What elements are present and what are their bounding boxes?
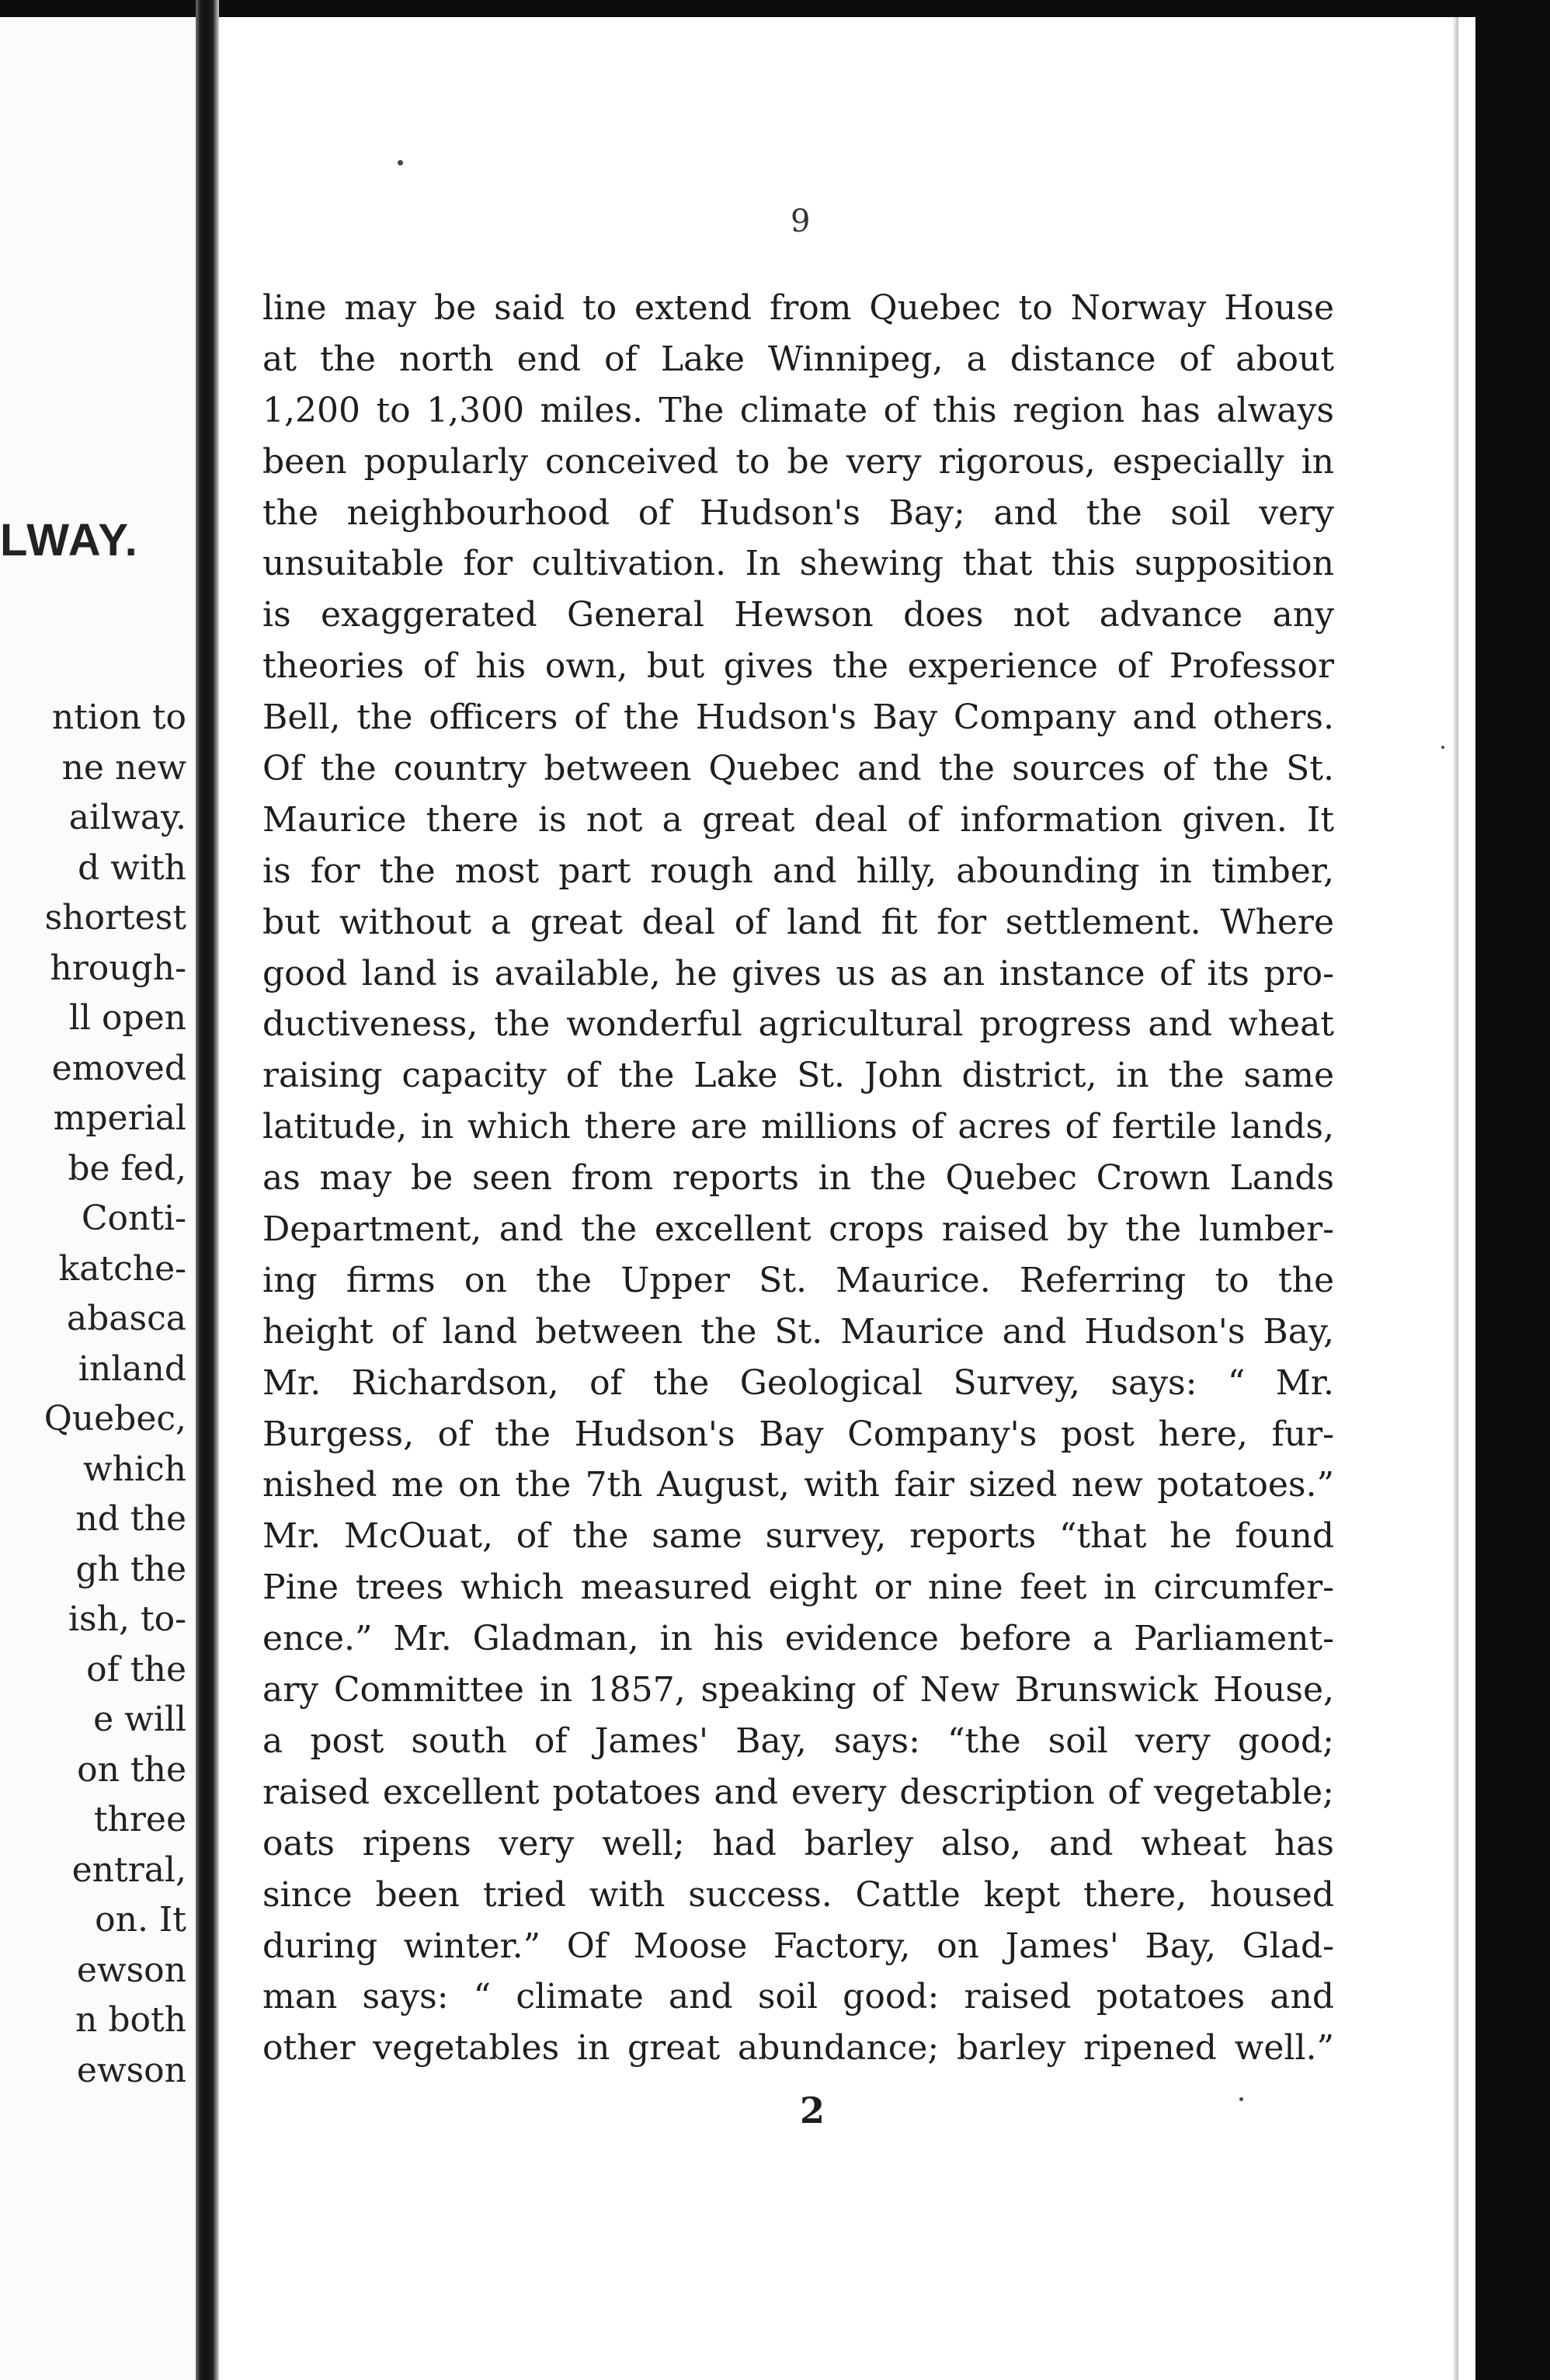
text-line: man says: “ climate and soil good: raised potatoes and: [262, 1977, 1334, 2017]
left-page-line: ewson: [76, 1950, 186, 1990]
left-page-line: abasca: [66, 1299, 186, 1338]
text-line: at the north end of Lake Winnipeg, a distance of about: [262, 339, 1334, 379]
text-line: ary Committee in 1857, speaking of New Brunswick House,: [262, 1670, 1334, 1710]
left-page-line: hrough-: [50, 948, 186, 988]
left-page-line: ntion to: [51, 698, 186, 737]
text-line: is exaggerated General Hewson does not advance any: [262, 595, 1334, 635]
scan-speck: [1239, 2097, 1243, 2101]
left-page-text: [0, 693, 186, 2096]
left-page-line: ne new: [61, 747, 186, 788]
text-line: Maurice there is not a great deal of information given. It: [262, 799, 1334, 840]
scan-border-top: [0, 0, 1550, 17]
body-text: [262, 283, 1334, 2074]
text-line: Mr. Richardson, of the Geological Survey, says: “ Mr.: [262, 1362, 1334, 1403]
text-line: ductiveness, the wonderful agricultural progress and wheat: [262, 1004, 1334, 1045]
text-line: Of the country between Quebec and the sources of the St.: [262, 749, 1334, 789]
text-line: theories of his own, but gives the experience of Professor: [262, 646, 1334, 687]
text-line: 1,200 to 1,300 miles. The climate of this region has always: [262, 390, 1334, 430]
left-page-line: gh the: [75, 1549, 186, 1589]
book-gutter: [196, 0, 219, 2380]
left-page-line: be fed,: [68, 1148, 186, 1188]
left-page-line: katche-: [58, 1248, 186, 1289]
scan-speck: [1441, 746, 1444, 749]
text-line: latitude, in which there are millions of acres of fertile lands,: [262, 1107, 1334, 1147]
left-page-heading: LWAY.: [0, 515, 139, 565]
left-page-line: ailway.: [68, 798, 186, 837]
text-line: oats ripens very well; had barley also, and wheat has: [262, 1823, 1334, 1863]
left-page-line: mperial: [53, 1098, 186, 1138]
text-line: good land is available, he gives us as an instance of its pro-: [262, 953, 1334, 993]
text-line: during winter.” Of Moose Factory, on James' Bay, Glad-: [262, 1926, 1334, 1966]
signature-mark: 2: [800, 2089, 825, 2131]
text-line: as may be seen from reports in the Quebec Crown Lands: [262, 1158, 1334, 1199]
text-line: been popularly conceived to be very rigorous, especially in: [262, 441, 1334, 482]
text-line: unsuitable for cultivation. In shewing that this supposition: [262, 544, 1334, 584]
left-page-fragment: [0, 17, 196, 2380]
left-page-line: ish, to-: [68, 1599, 186, 1639]
scan-border-right: [1475, 0, 1550, 2380]
text-line: Pine trees which measured eight or nine feet in circumfer-: [262, 1568, 1334, 1608]
left-page-line: entral,: [71, 1849, 186, 1890]
left-page-line: ll open: [68, 998, 186, 1038]
left-page-line: of the: [86, 1649, 186, 1689]
text-line: a post south of James' Bay, says: “the soil very good;: [262, 1721, 1334, 1761]
page-edge: [1452, 17, 1458, 2380]
left-page-line: on the: [77, 1749, 186, 1790]
left-page-line: emoved: [51, 1048, 186, 1088]
left-page-line: d with: [78, 847, 186, 888]
left-page-line: shortest: [44, 898, 186, 938]
left-page-line: nd the: [75, 1499, 186, 1539]
text-line: but without a great deal of land fit for settlement. Where: [262, 902, 1334, 942]
left-page-line: Quebec,: [43, 1399, 186, 1439]
text-line: nished me on the 7th August, with fair sized new potatoes.”: [262, 1465, 1334, 1505]
text-line: raised excellent potatoes and every description of vegetable;: [262, 1772, 1334, 1812]
text-line: is for the most part rough and hilly, abounding in timber,: [262, 851, 1334, 891]
left-page-line: inland: [78, 1348, 186, 1389]
left-page-line: n both: [75, 2000, 186, 2040]
text-line: raising capacity of the Lake St. John district, in the same: [262, 1056, 1334, 1096]
text-line: height of land between the St. Maurice and Hudson's Bay,: [262, 1311, 1334, 1352]
text-line: Mr. McOuat, of the same survey, reports “that he found: [262, 1516, 1334, 1557]
text-line: the neighbourhood of Hudson's Bay; and the soil very: [262, 492, 1334, 533]
left-page-line: ewson: [76, 2050, 186, 2090]
page-number: 9: [791, 204, 811, 239]
left-page-line: on. It: [95, 1900, 186, 1940]
text-line: other vegetables in great abundance; barley ripened well.”: [262, 2028, 1334, 2069]
left-page-line: which: [82, 1449, 186, 1489]
text-line: Burgess, of the Hudson's Bay Company's post here, fur-: [262, 1414, 1334, 1454]
left-page-line: Conti-: [81, 1199, 186, 1238]
text-line: ence.” Mr. Gladman, in his evidence before a Parliament-: [262, 1619, 1334, 1659]
scan-speck: [398, 160, 403, 165]
left-page-line: three: [93, 1800, 186, 1839]
text-line: since been tried with success. Cattle kept there, housed: [262, 1874, 1334, 1915]
left-page-line: e will: [93, 1700, 186, 1739]
text-line: ing firms on the Upper St. Maurice. Referring to the: [262, 1260, 1334, 1300]
text-line: Department, and the excellent crops raised by the lumber-: [262, 1209, 1334, 1250]
text-line: line may be said to extend from Quebec to Norway House: [262, 288, 1334, 328]
text-line: Bell, the officers of the Hudson's Bay Company and others.: [262, 698, 1334, 738]
